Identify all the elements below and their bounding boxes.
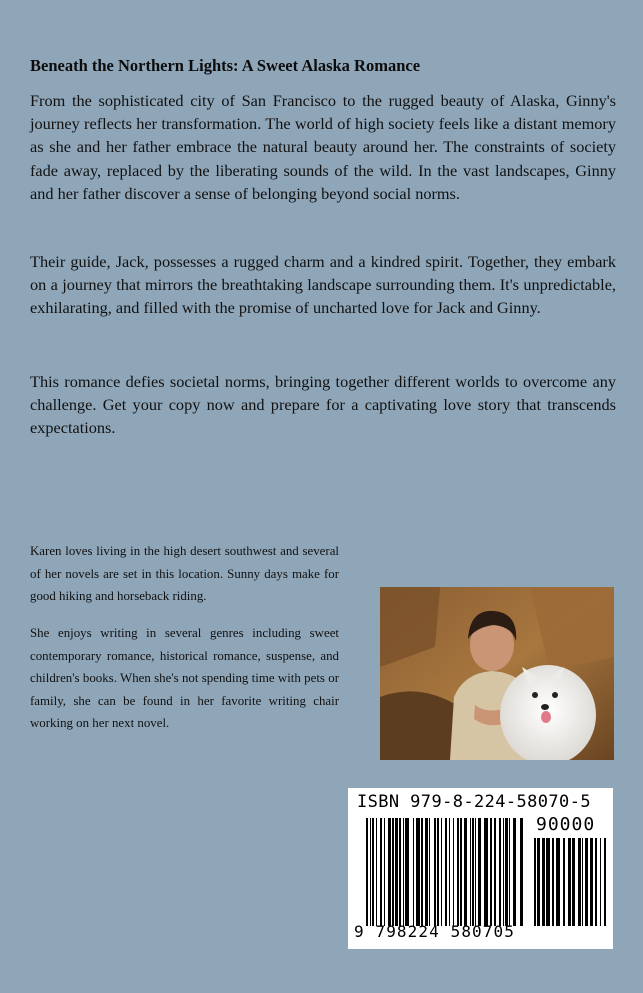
price-code: 90000 bbox=[536, 814, 596, 835]
barcode-bar bbox=[388, 818, 391, 926]
barcode-bar bbox=[499, 818, 501, 926]
barcode-bar bbox=[534, 838, 536, 926]
author-bio-paragraph-1: Karen loves living in the high desert southwest and several of her novels are set in this location. Sunny days make for good hiking and horseback riding. bbox=[30, 544, 339, 604]
barcode-bar bbox=[421, 818, 423, 926]
blurb-paragraph-2: Their guide, Jack, possesses a rugged charm and a kindred spirit. Together, they embark on a journey that mirrors the breathtaking landscape surrounding them. It's unpredictable, exhilarating, and filled with the promise of uncharted love for Jack and Ginny. bbox=[30, 252, 616, 318]
barcode-bar bbox=[494, 818, 496, 926]
barcode-bar bbox=[403, 818, 404, 926]
barcode-bar bbox=[552, 838, 554, 926]
barcode-bar bbox=[380, 818, 382, 926]
author-bio-paragraph-2: She enjoys writing in several genres including sweet contemporary romance, historical romance, suspense, and children's books. When she's not spending time with pets or family, she can be found in her favorite writing chair working on her next novel. bbox=[30, 626, 339, 731]
barcode-bar bbox=[478, 818, 481, 926]
barcode-bar bbox=[600, 838, 601, 926]
barcode-bar bbox=[395, 818, 398, 926]
barcode-bar bbox=[505, 818, 508, 926]
barcode-bar bbox=[503, 818, 504, 926]
barcode-bar bbox=[572, 838, 575, 926]
barcode-bar bbox=[556, 838, 560, 926]
ean-digits: 9 798224 580705 bbox=[354, 922, 515, 941]
barcode-bar bbox=[563, 838, 565, 926]
barcode-bar bbox=[366, 818, 368, 926]
addon-bars bbox=[534, 838, 608, 926]
barcode-bar bbox=[472, 818, 474, 926]
barcode-bar bbox=[582, 838, 583, 926]
barcode-bar bbox=[437, 818, 439, 926]
barcode-bar bbox=[370, 818, 371, 926]
barcode-bar bbox=[542, 838, 545, 926]
barcode-bar bbox=[490, 818, 492, 926]
barcode-bar bbox=[392, 818, 394, 926]
barcode-bar bbox=[376, 818, 377, 926]
barcode-bar bbox=[445, 818, 447, 926]
barcode-bar bbox=[568, 838, 571, 926]
barcode-bar bbox=[546, 838, 550, 926]
barcode-bar bbox=[475, 818, 476, 926]
barcode-bar bbox=[509, 818, 510, 926]
ean-bars bbox=[366, 818, 526, 926]
barcode-bar bbox=[595, 838, 597, 926]
barcode-bar bbox=[372, 818, 374, 926]
author-photo bbox=[380, 587, 614, 760]
barcode-bar bbox=[416, 818, 420, 926]
barcode-bar bbox=[429, 818, 430, 926]
barcode-bar bbox=[399, 818, 401, 926]
book-title: Beneath the Northern Lights: A Sweet Alaska Romance bbox=[30, 56, 421, 75]
barcode-bar bbox=[434, 818, 436, 926]
barcode-bar bbox=[453, 818, 454, 926]
barcode-bar bbox=[604, 838, 606, 926]
barcode-bar bbox=[537, 838, 540, 926]
blurb-paragraph-1: From the sophisticated city of San Francisco to the rugged beauty of Alaska, Ginny's journey reflects her transformation. The world of high society feels like a distant memory as she and her father embrace the natural beauty around her. The constraints of society fade away, replaced by the liberating sounds of the wild. In the vast landscapes, Ginny and her father discover a sense of belonging beyond social norms. bbox=[30, 91, 616, 203]
barcode-bar bbox=[384, 818, 385, 926]
barcode-bar bbox=[585, 838, 588, 926]
barcode-bar bbox=[449, 818, 450, 926]
barcode-bar bbox=[464, 818, 467, 926]
barcode-bar bbox=[513, 818, 516, 926]
isbn-barcode bbox=[348, 788, 613, 949]
barcode-bar bbox=[470, 818, 471, 926]
blurb-paragraph-3: This romance defies societal norms, bringing together different worlds to overcome any challenge. Get your copy now and prepare for a captivating love story that transcends expectations. bbox=[30, 372, 616, 438]
barcode-bar bbox=[484, 818, 488, 926]
barcode-bar bbox=[441, 818, 442, 926]
barcode-bar bbox=[405, 818, 409, 926]
barcode-bar bbox=[425, 818, 428, 926]
barcode-bar bbox=[578, 838, 581, 926]
barcode-bar bbox=[460, 818, 462, 926]
barcode-bar bbox=[457, 818, 459, 926]
barcode-bar bbox=[413, 818, 414, 926]
barcode-bar bbox=[520, 818, 523, 926]
barcode-bar bbox=[590, 838, 593, 926]
isbn-label: ISBN 979-8-224-58070-5 bbox=[357, 792, 591, 812]
